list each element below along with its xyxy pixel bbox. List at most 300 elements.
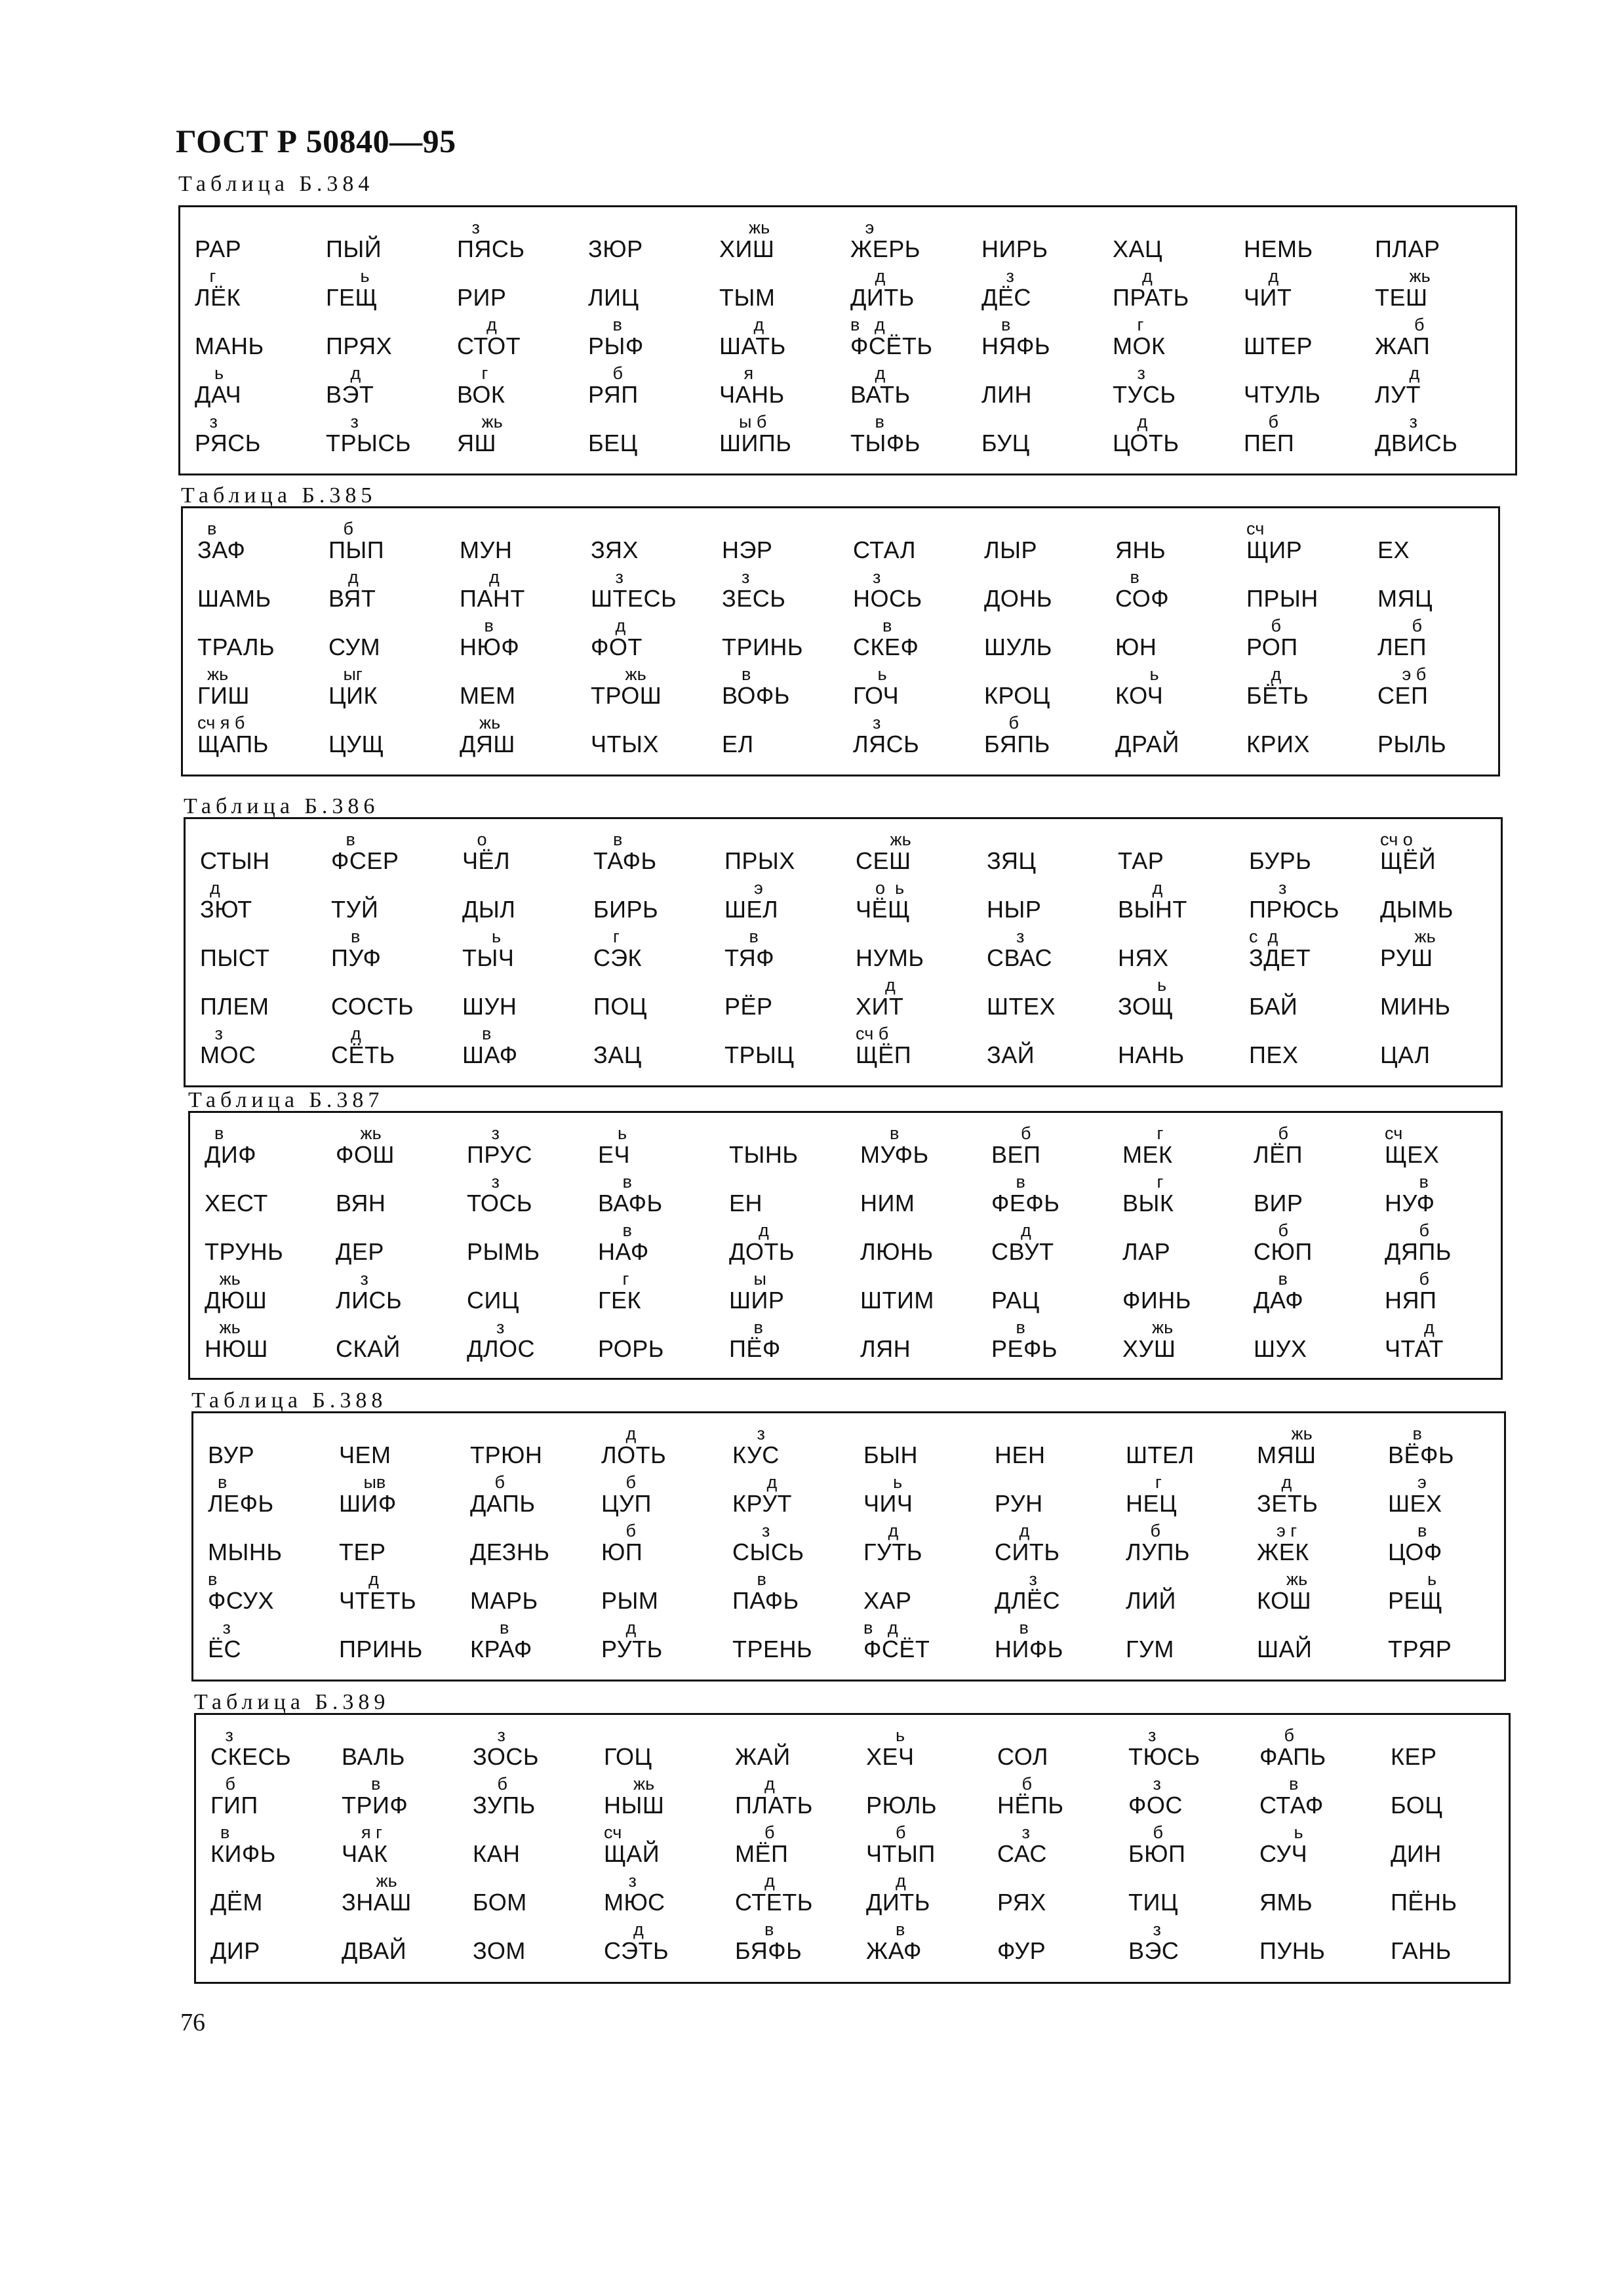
word-cell <box>1259 1823 1391 1870</box>
sound-mark: в <box>342 1774 381 1794</box>
test-word: ЦАЛ <box>1380 1041 1431 1068</box>
sound-mark: ы б <box>719 412 767 432</box>
word-cell <box>853 664 984 712</box>
test-word: ЛИЙ <box>1126 1587 1176 1614</box>
word-cell <box>342 1871 473 1918</box>
word-cell <box>1377 519 1509 566</box>
word-cell <box>205 1220 336 1268</box>
sound-mark: жь <box>856 830 911 849</box>
test-word: ЛИН <box>981 381 1032 408</box>
test-word: ДИФ <box>205 1141 257 1168</box>
test-word: НЫР <box>987 896 1042 923</box>
sound-mark: з <box>473 1725 505 1745</box>
word-cell <box>995 1569 1126 1617</box>
word-cell <box>462 1024 593 1071</box>
test-word: МЕМ <box>460 682 516 709</box>
test-word: ЕЧ <box>598 1141 631 1168</box>
word-cell <box>1259 1920 1391 1967</box>
sound-mark: ь <box>1115 664 1159 684</box>
word-cell <box>591 519 722 566</box>
test-word: ДВИСЬ <box>1375 430 1458 456</box>
test-word: ФОТ <box>591 634 643 660</box>
word-cell <box>205 1172 336 1219</box>
test-word: МЁП <box>735 1840 789 1867</box>
word-cell <box>850 363 981 411</box>
test-word: КРАФ <box>470 1636 532 1662</box>
word-cell <box>1377 664 1509 712</box>
sound-mark: д <box>735 1871 775 1891</box>
sound-mark: в <box>208 1569 218 1589</box>
word-cell <box>457 412 588 459</box>
test-word: ВАФЬ <box>598 1190 663 1217</box>
sound-mark: жь <box>1380 927 1436 946</box>
word-cell <box>588 363 719 411</box>
test-word: ШАЙ <box>1257 1636 1313 1662</box>
test-word: ТРЫЦ <box>724 1041 795 1068</box>
word-cell <box>991 1269 1122 1316</box>
sound-mark: д <box>326 363 361 383</box>
word-cell <box>729 1220 860 1268</box>
word-cell <box>598 1172 729 1219</box>
test-word: ТАР <box>1118 847 1164 874</box>
test-word: ЕХ <box>1377 536 1410 563</box>
sound-mark: з <box>195 412 218 432</box>
word-cell <box>208 1521 339 1568</box>
word-cell <box>593 927 724 974</box>
test-word: ТРУНЬ <box>205 1238 284 1265</box>
sound-mark: д <box>601 1424 637 1443</box>
sound-mark: в <box>724 927 759 946</box>
sound-mark: д <box>328 567 359 587</box>
test-word: ЖЕРЬ <box>850 235 921 262</box>
sound-mark: д <box>604 1920 644 1939</box>
word-cell <box>342 1725 473 1773</box>
test-word: ПЫП <box>328 536 385 563</box>
test-word: СКАЙ <box>336 1335 401 1362</box>
test-word: НЕЦ <box>1126 1490 1178 1517</box>
word-cell <box>729 1123 860 1171</box>
word-cell <box>856 1024 987 1071</box>
word-cell <box>853 713 984 760</box>
word-cell <box>210 1823 342 1870</box>
word-cell <box>987 975 1118 1022</box>
test-word: СВАС <box>987 944 1053 971</box>
word-cell <box>1380 975 1511 1022</box>
word-cell <box>588 218 719 265</box>
test-word: НАФ <box>598 1238 649 1265</box>
table-caption: Таблица Б.384 <box>178 172 374 196</box>
sound-mark: в <box>331 927 361 946</box>
word-cell <box>991 1172 1122 1219</box>
test-word: ЩАЙ <box>604 1840 660 1867</box>
test-word: ГИП <box>210 1792 258 1819</box>
word-cell <box>328 664 460 712</box>
sound-mark: в <box>995 1618 1029 1638</box>
word-cell <box>457 315 588 362</box>
sound-mark: б <box>601 1521 636 1541</box>
test-word: СВУТ <box>991 1238 1054 1265</box>
test-word: БИРЬ <box>593 896 659 923</box>
test-word: СЭК <box>593 944 642 971</box>
word-cell <box>601 1472 732 1520</box>
test-word: ШТЕР <box>1244 332 1313 359</box>
test-word: СУМ <box>328 634 381 660</box>
sound-mark: в <box>722 664 751 684</box>
word-cell <box>732 1569 863 1617</box>
test-word: ПРЫН <box>1246 585 1318 612</box>
word-cell <box>860 1123 991 1171</box>
word-cell <box>1254 1123 1385 1171</box>
sound-mark: жь <box>197 664 229 684</box>
sound-mark: в <box>1259 1774 1299 1794</box>
test-word: РОРЬ <box>598 1335 664 1362</box>
test-word: ТУЙ <box>331 896 379 923</box>
word-cell <box>1246 616 1377 663</box>
test-word: РУН <box>995 1490 1043 1517</box>
sound-mark: з <box>467 1318 505 1337</box>
test-word: ШУН <box>462 993 517 1020</box>
word-cell <box>336 1318 467 1365</box>
word-cell <box>1128 1920 1259 1967</box>
sound-mark: г <box>1113 315 1144 334</box>
sound-mark: г <box>457 363 488 383</box>
test-word: РУТЬ <box>601 1636 663 1662</box>
test-word: ШИР <box>729 1287 785 1314</box>
word-cell <box>473 1823 604 1870</box>
word-cell <box>997 1871 1128 1918</box>
sound-mark: д <box>1257 1472 1292 1492</box>
sound-mark: д <box>339 1569 379 1589</box>
word-cell <box>984 519 1115 566</box>
test-word: СКЕСЬ <box>210 1743 292 1770</box>
sound-mark: з <box>1375 412 1417 432</box>
test-word: КОШ <box>1257 1587 1312 1614</box>
test-word: ВАЛЬ <box>342 1743 405 1770</box>
sound-mark: д <box>200 878 220 898</box>
test-word: ТРЫСЬ <box>326 430 411 456</box>
sound-mark: д <box>1246 664 1282 684</box>
test-word: ЧТЫП <box>866 1840 936 1867</box>
word-cell <box>593 975 724 1022</box>
test-word: ЧАК <box>342 1840 388 1867</box>
word-cell <box>735 1920 866 1967</box>
sound-mark: жь <box>336 1123 382 1143</box>
word-cell <box>722 713 853 760</box>
sound-mark: б <box>470 1472 505 1492</box>
sound-mark: д <box>331 1024 361 1043</box>
sound-mark: д <box>995 1521 1030 1541</box>
word-cell <box>1377 616 1509 663</box>
sound-mark: д <box>591 616 626 635</box>
test-word: ПРЯХ <box>326 332 393 359</box>
test-word: НУМЬ <box>856 944 924 971</box>
word-cell <box>1385 1220 1516 1268</box>
test-word: ПЛАР <box>1375 235 1440 262</box>
test-word: ГЕК <box>598 1287 641 1314</box>
sound-mark: ь <box>866 1725 905 1745</box>
word-cell <box>866 1920 997 1967</box>
word-cell <box>1254 1172 1385 1219</box>
word-cell <box>326 266 457 313</box>
word-cell <box>1126 1618 1257 1665</box>
word-cell <box>205 1269 336 1316</box>
test-word: ПРЮСЬ <box>1249 896 1339 923</box>
word-cell <box>1254 1269 1385 1316</box>
test-word: НЕН <box>995 1441 1046 1468</box>
sound-mark: з <box>604 1871 637 1891</box>
word-cell <box>1115 519 1246 566</box>
test-word: ЖАЙ <box>735 1743 791 1770</box>
test-word: ФЕФЬ <box>991 1190 1060 1217</box>
sound-mark: жь <box>205 1318 241 1337</box>
sound-mark: жь <box>342 1871 397 1891</box>
word-cell <box>987 878 1118 925</box>
test-word: ТРИФ <box>342 1792 408 1819</box>
word-cell <box>997 1725 1128 1773</box>
word-cell <box>200 975 331 1022</box>
word-cell <box>208 1424 339 1471</box>
word-cell <box>462 830 593 877</box>
test-word: НЫШ <box>604 1792 665 1819</box>
word-cell <box>850 315 981 362</box>
test-word: ПЁНЬ <box>1391 1889 1457 1916</box>
test-word: ПЁФ <box>729 1335 781 1362</box>
sound-mark: д <box>866 1871 906 1891</box>
test-word: НЮШ <box>205 1335 268 1362</box>
sound-mark: в <box>850 412 884 432</box>
word-cell <box>1254 1318 1385 1365</box>
test-word: КРУТ <box>732 1490 793 1517</box>
test-word: ВЫК <box>1122 1190 1174 1217</box>
word-cell <box>1115 664 1246 712</box>
test-word: ЗАЦ <box>593 1041 642 1068</box>
sound-mark: в <box>1388 1424 1422 1443</box>
word-cell <box>339 1521 470 1568</box>
word-cell <box>467 1220 598 1268</box>
test-word: ЧИЧ <box>863 1490 913 1517</box>
word-cell <box>473 1725 604 1773</box>
test-word: ЮН <box>1115 634 1157 660</box>
test-word: ЗУПЬ <box>473 1792 536 1819</box>
test-word: ЩИР <box>1246 536 1303 563</box>
sound-mark: з <box>467 1123 500 1143</box>
word-cell <box>197 664 328 712</box>
test-word: ШУЛЬ <box>984 634 1052 660</box>
test-word: ЦУЩ <box>328 731 384 757</box>
test-word: СЮП <box>1254 1238 1313 1265</box>
word-cell <box>719 315 850 362</box>
sound-mark: в <box>1254 1269 1288 1289</box>
test-word: ФОС <box>1128 1792 1183 1819</box>
word-cell <box>1113 363 1244 411</box>
word-cell <box>997 1920 1128 1967</box>
test-word: СЫСЬ <box>732 1539 804 1565</box>
word-cell <box>593 1024 724 1071</box>
word-cell <box>470 1569 601 1617</box>
test-word: НЯП <box>1385 1287 1437 1314</box>
word-table <box>188 1111 1503 1380</box>
test-word: ТЕР <box>339 1539 386 1565</box>
test-word: ЗЕТЬ <box>1257 1490 1318 1517</box>
word-cell <box>467 1269 598 1316</box>
word-cell <box>1244 266 1375 313</box>
sound-mark: э <box>850 218 875 237</box>
sound-mark: э <box>724 878 763 898</box>
test-word: ЛЮНЬ <box>860 1238 934 1265</box>
sound-mark: в <box>470 1618 509 1638</box>
word-cell <box>208 1618 339 1665</box>
word-cell <box>1388 1521 1519 1568</box>
word-cell <box>991 1123 1122 1171</box>
sound-mark: з <box>732 1424 765 1443</box>
test-word: МЯЦ <box>1377 585 1433 612</box>
word-cell <box>724 927 856 974</box>
word-table <box>194 1713 1511 1984</box>
test-word: БЮП <box>1128 1840 1186 1867</box>
test-word: ТРЯР <box>1388 1636 1452 1662</box>
test-word: ПРАТЬ <box>1113 284 1189 311</box>
test-word: ДЁМ <box>210 1889 263 1916</box>
test-word: ЗЯЦ <box>987 847 1037 874</box>
test-word: ФСУХ <box>208 1587 275 1614</box>
test-word: ДЕР <box>336 1238 384 1265</box>
word-table <box>184 817 1503 1087</box>
sound-mark: б <box>991 1123 1031 1143</box>
word-cell <box>1254 1220 1385 1268</box>
test-word: ШУХ <box>1254 1335 1307 1362</box>
sound-mark: д <box>732 1472 778 1492</box>
test-word: ЕН <box>729 1190 763 1217</box>
sound-mark: б <box>1377 616 1422 635</box>
sound-mark: д <box>719 315 764 334</box>
test-word: МЫНЬ <box>208 1539 283 1565</box>
test-word: РАЦ <box>991 1287 1040 1314</box>
word-cell <box>735 1823 866 1870</box>
word-cell <box>1122 1172 1254 1219</box>
word-cell <box>601 1569 732 1617</box>
word-cell <box>326 218 457 265</box>
test-word: ЧТУЛЬ <box>1244 381 1321 408</box>
table-caption: Таблица Б.389 <box>194 1690 390 1714</box>
word-cell <box>339 1569 470 1617</box>
page-title: ГОСТ Р 50840—95 <box>176 123 456 159</box>
word-cell <box>1385 1269 1516 1316</box>
sound-mark: б <box>1246 616 1281 635</box>
word-cell <box>1391 1871 1522 1918</box>
test-word: ЧЁЛ <box>462 847 511 874</box>
test-word: ХЕЧ <box>866 1743 915 1770</box>
test-word: РЕЩ <box>1388 1587 1443 1614</box>
word-cell <box>1385 1318 1516 1365</box>
word-cell <box>863 1569 995 1617</box>
table-caption: Таблица Б.388 <box>191 1388 387 1413</box>
test-word: БУРЬ <box>1249 847 1312 874</box>
test-word: МУН <box>460 536 513 563</box>
sound-mark: в <box>732 1569 766 1589</box>
word-cell <box>722 664 853 712</box>
sound-mark: э г <box>1257 1521 1297 1541</box>
sound-mark: в <box>598 1220 632 1240</box>
word-cell <box>981 266 1113 313</box>
test-word: НЁПЬ <box>997 1792 1064 1819</box>
sound-mark: з <box>457 218 480 237</box>
word-cell <box>1380 878 1511 925</box>
word-cell <box>205 1123 336 1171</box>
test-word: СТОТ <box>457 332 521 359</box>
test-word: НЭР <box>722 536 773 563</box>
sound-mark: в <box>1385 1172 1429 1192</box>
sound-mark: з <box>1128 1774 1161 1794</box>
sound-mark: д <box>1113 266 1153 286</box>
word-cell <box>588 412 719 459</box>
table-caption: Таблица Б.386 <box>184 794 380 818</box>
word-cell <box>331 975 462 1022</box>
word-cell <box>1244 363 1375 411</box>
word-cell <box>991 1318 1122 1365</box>
sound-mark: в <box>205 1123 224 1143</box>
word-cell <box>860 1318 991 1365</box>
sound-mark: б <box>601 1472 636 1492</box>
test-word: ШТЕХ <box>987 993 1056 1020</box>
test-word: НИМ <box>860 1190 915 1217</box>
test-word: СКЕФ <box>853 634 919 660</box>
sound-mark: в <box>735 1920 774 1939</box>
word-cell <box>856 830 987 877</box>
word-cell <box>1118 927 1249 974</box>
test-word: ШАМЬ <box>197 585 271 612</box>
word-cell <box>1246 567 1377 614</box>
sound-mark: г <box>1126 1472 1162 1492</box>
word-cell <box>850 218 981 265</box>
sound-mark: д <box>1375 363 1420 383</box>
word-cell <box>722 519 853 566</box>
test-word: ЛИЦ <box>588 284 639 311</box>
test-word: НОСЬ <box>853 585 922 612</box>
test-word: ФОШ <box>336 1141 395 1168</box>
sound-mark: с д <box>1249 927 1278 946</box>
sound-mark: д <box>460 567 500 587</box>
test-word: ЖАФ <box>866 1937 922 1964</box>
word-cell <box>601 1424 732 1471</box>
sound-mark: б <box>1385 1269 1429 1289</box>
word-cell <box>732 1472 863 1520</box>
test-word: ДЮШ <box>205 1287 267 1314</box>
test-word: ЗАФ <box>197 536 246 563</box>
sound-mark: з <box>210 1725 233 1745</box>
word-cell <box>331 1024 462 1071</box>
sound-mark: сч <box>1246 519 1265 538</box>
test-word: ЗОЩ <box>1118 993 1174 1020</box>
word-cell <box>1128 1871 1259 1918</box>
sound-mark: ь <box>598 1123 627 1143</box>
sound-mark: б <box>1259 1725 1294 1745</box>
word-cell <box>997 1774 1128 1821</box>
sound-mark: в <box>210 1823 230 1842</box>
word-cell <box>1259 1725 1391 1773</box>
test-word: ШЕЛ <box>724 896 779 923</box>
sound-mark: сч <box>604 1823 622 1842</box>
sound-mark: сч <box>1385 1123 1403 1143</box>
word-cell <box>467 1123 598 1171</box>
test-word: ВЯТ <box>328 585 376 612</box>
sound-mark: сч я б <box>197 713 245 733</box>
word-cell <box>850 412 981 459</box>
test-word: ГОЦ <box>604 1743 652 1770</box>
word-cell <box>593 830 724 877</box>
test-word: ТРЕНЬ <box>732 1636 813 1662</box>
word-cell <box>470 1521 601 1568</box>
test-word: РЯСЬ <box>195 430 261 456</box>
